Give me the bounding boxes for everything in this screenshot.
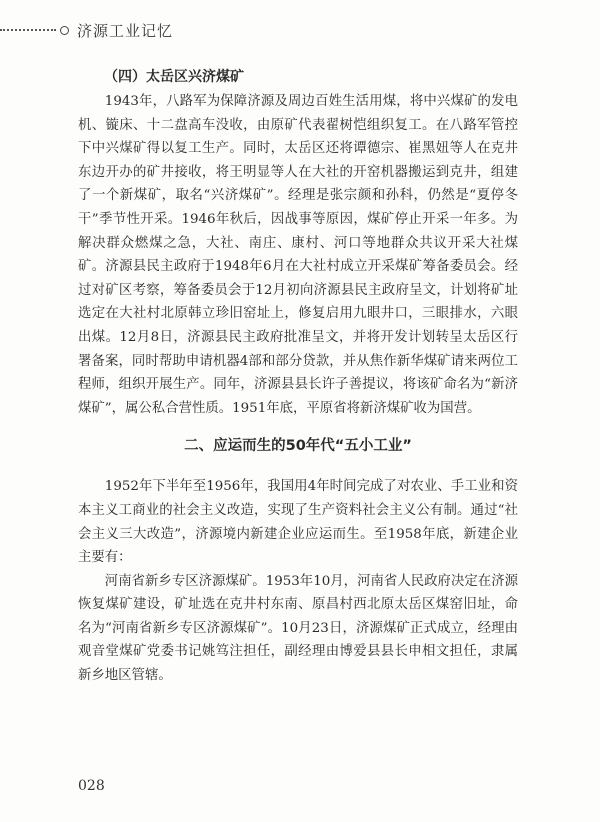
page-body — [78, 60, 518, 688]
header-dotted-rule — [0, 29, 56, 31]
running-header — [0, 18, 173, 42]
paragraph: 1952年下半年至1956年，我国用4年时间完成了对农业、手工业和资本主义工商业的社会主义改造，实现了生产资料社会主义公有制。通过“社会主义三大改造”，济源境内新建企业应运而生。至1958年底，新建企业主要有： — [78, 479, 518, 566]
paragraph: 1943年，八路军为保障济源及周边百姓生活用煤，将中兴煤矿的发电机、镟床、十二盘高车没收，由原矿代表翟树恺组织复工。在八路军管控下中兴煤矿得以复工生产。同时，太岳区还将谭德宗、崔黑妞等人在克井东边开办的矿井接收，将王明显等人在大社的开窑机器搬运到克井，组建了一个新煤矿，取名“兴济煤矿”。经理是张宗颜和孙科，仍然是“夏停冬干”季节性开采。1946年秋后，因战事等原因，煤矿停止开采一年多。为解决群众燃煤之急，大社、南庄、康村、河口等地群众共议开采大社煤矿。济源县民主政府于1948年6月在大社村成立开采煤矿筹备委员会。经过对矿区考察，筹备委员会于12月初向济源县民主政府呈文，计划将矿址选定在大社村北原韩立珍旧窑址上，修复启用九眼井口，三眼排水，六眼出煤。12月8日，济源县民主政府批准呈文，并将开发计划转呈太岳区行署备案，同时帮助申请机器4部和部分贷款，并从焦作新华煤矿请来两位工程师，组织开展生产。同年，济源县县长许子善提议，将该矿命名为“新济煤矿”，属公私合营性质。1951年底，平原省将新济煤矿收为国营。 — [78, 94, 518, 416]
header-circle-icon — [60, 26, 69, 35]
page-number: 028 — [78, 778, 105, 794]
paragraph: 河南省新乡专区济源煤矿。1953年10月，河南省人民政府决定在济源恢复煤矿建设，矿址选在克井村东南、原昌村西北原太岳区煤窑旧址，命名为“河南省新乡专区济源煤矿”。10月23日，济源煤矿正式成立，经理由观音堂煤矿党委书记姚笃注担任，副经理由博爱县县长申相文担任，隶属新乡地区管辖。 — [78, 573, 518, 684]
section-title: 二、应运而生的50年代“五小工业” — [184, 438, 412, 455]
book-title: 济源工业记忆 — [77, 21, 174, 40]
subsection-title: （四）太岳区兴济煤矿 — [104, 69, 244, 85]
